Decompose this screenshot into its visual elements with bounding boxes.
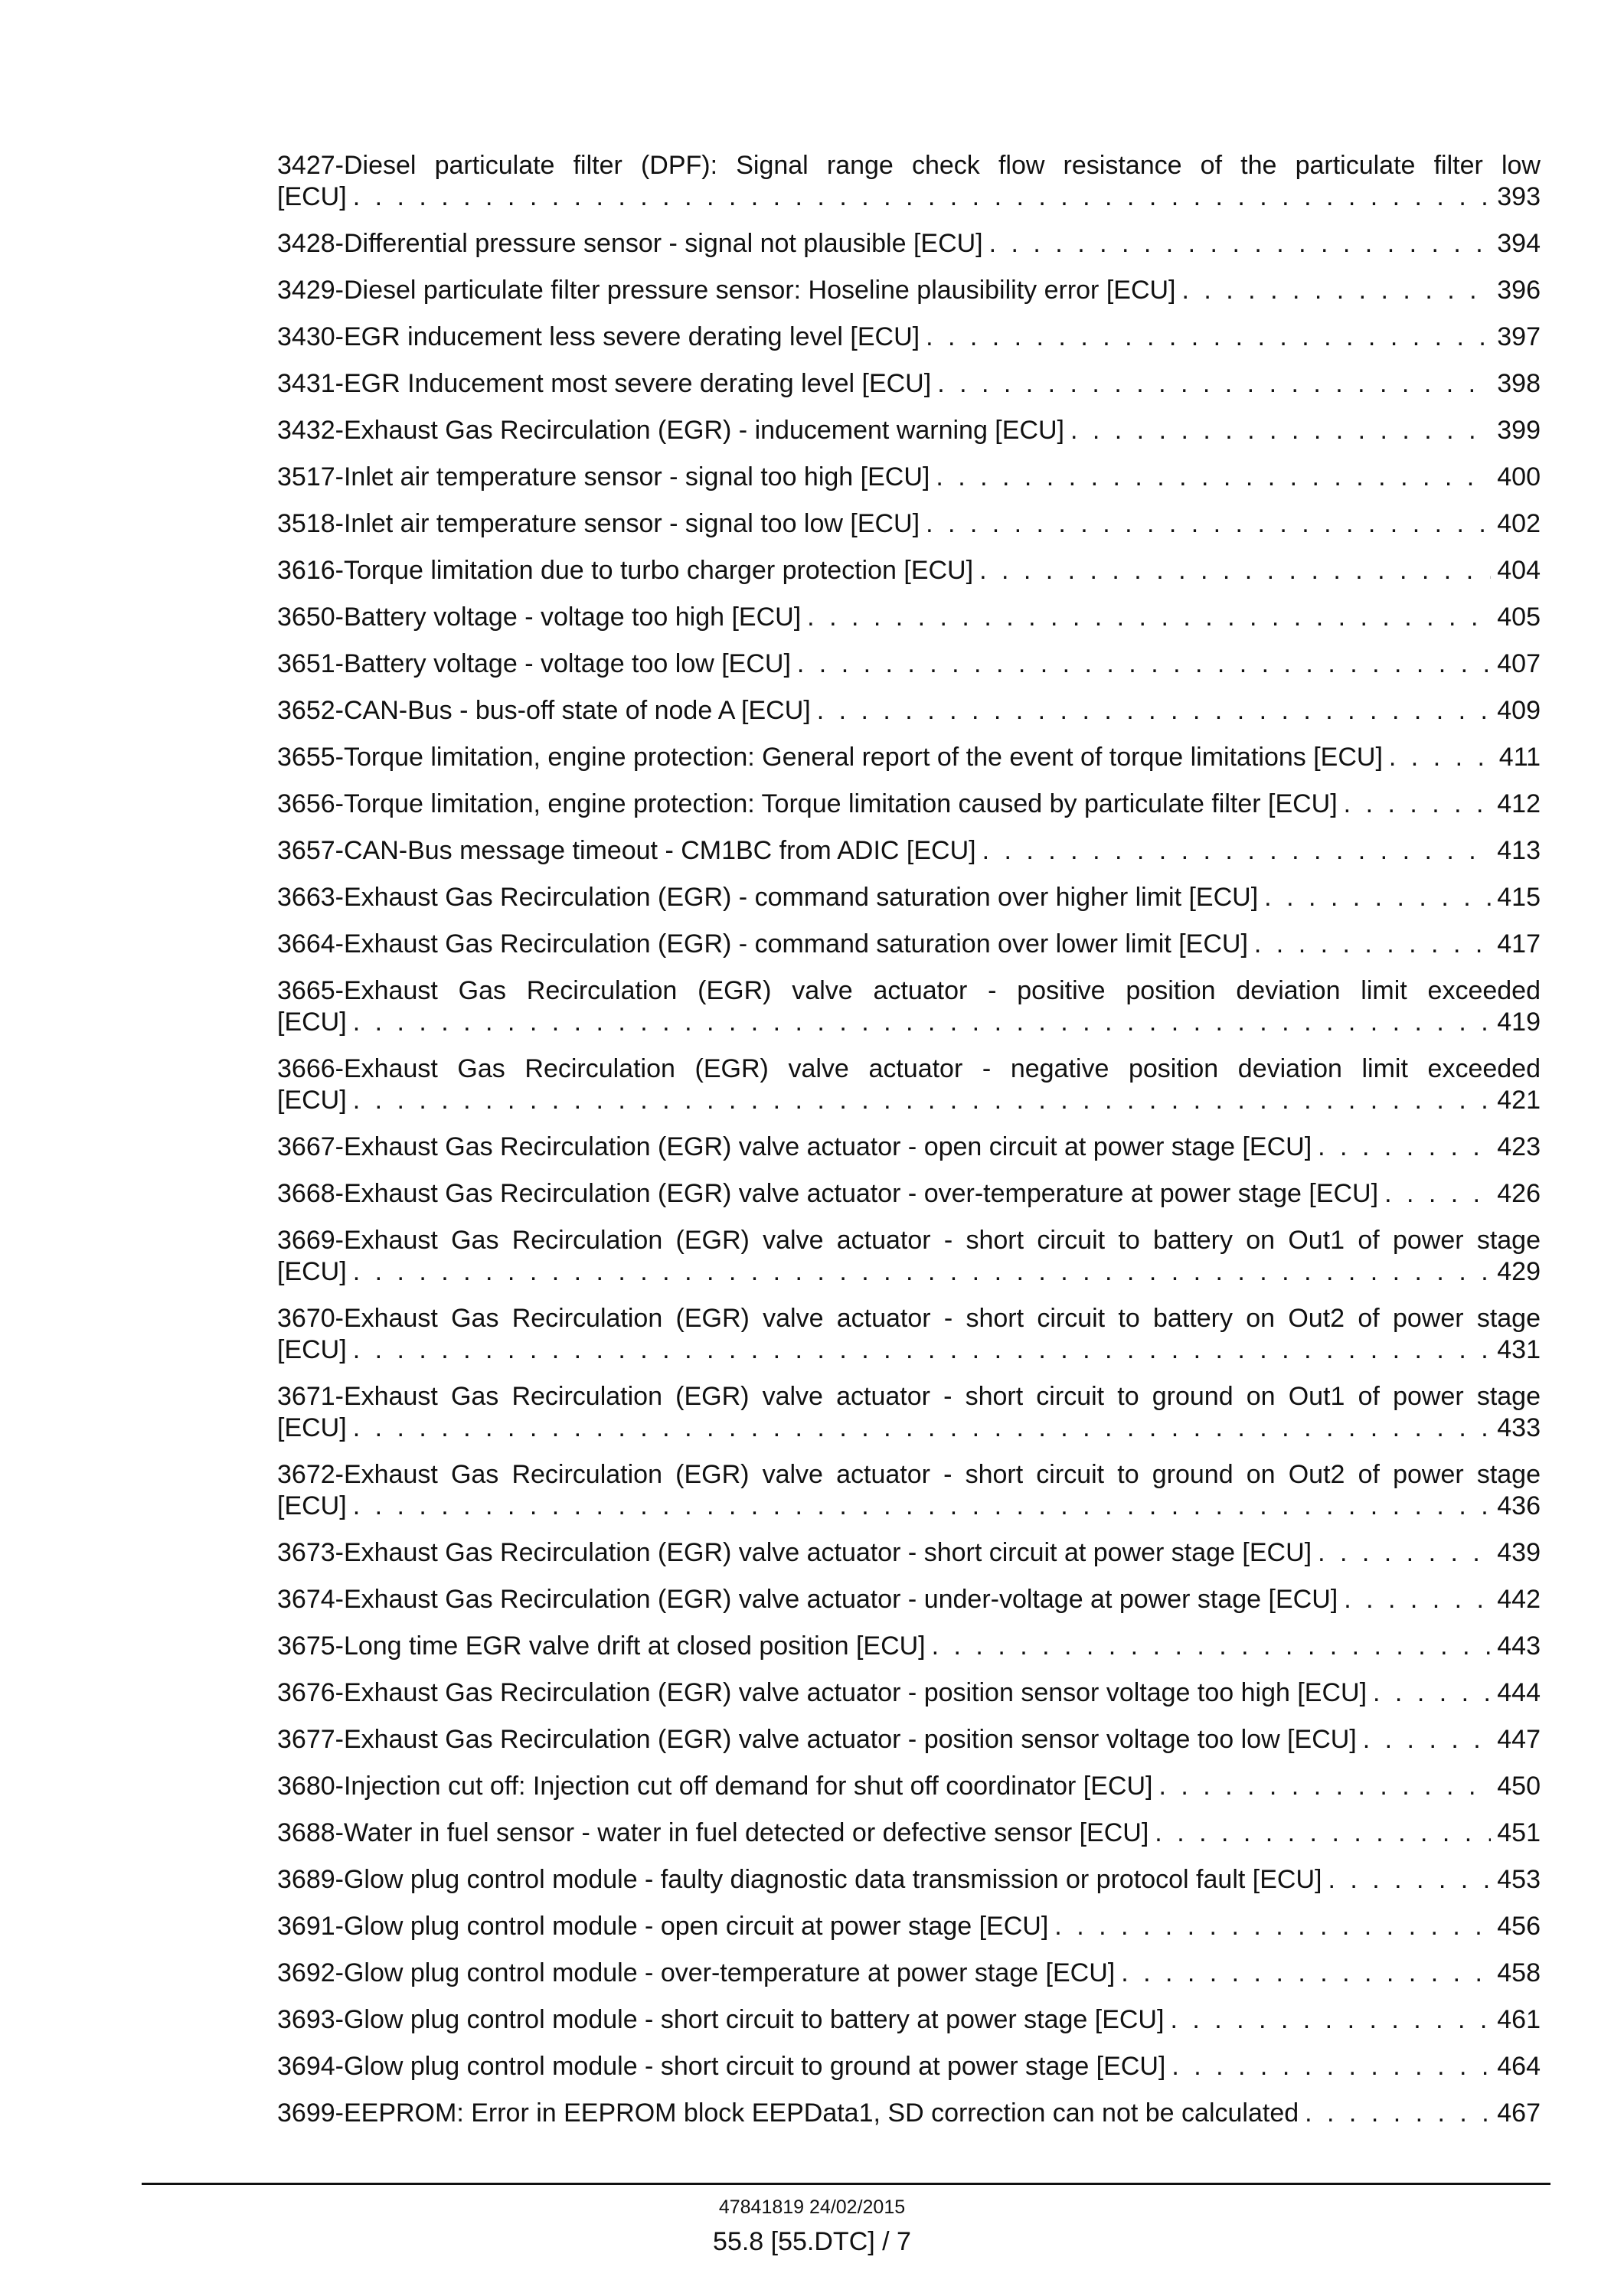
dot-leader bbox=[353, 1413, 1492, 1444]
toc-entry-page-number: 447 bbox=[1497, 1725, 1541, 1754]
toc-entry-title: 3691-Glow plug control module - open circuit at power stage [ECU] bbox=[277, 1912, 1049, 1941]
dot-leader bbox=[807, 602, 1491, 633]
toc-entry[interactable] bbox=[277, 415, 1541, 446]
dot-leader bbox=[989, 228, 1492, 260]
dot-leader bbox=[1344, 789, 1492, 820]
toc-entry-title: 3432-Exhaust Gas Recirculation (EGR) - inducement warning [ECU] bbox=[277, 416, 1064, 445]
dot-leader bbox=[797, 648, 1491, 680]
toc-entry[interactable] bbox=[277, 1537, 1541, 1569]
dot-leader bbox=[817, 695, 1492, 727]
toc-entry-title: 3693-Glow plug control module - short circuit to battery at power stage [ECU] bbox=[277, 2005, 1165, 2034]
toc-entry[interactable] bbox=[277, 1459, 1541, 1522]
toc-entry[interactable] bbox=[277, 742, 1541, 773]
toc-entry-title: 3656-Torque limitation, engine protection: Torque limitation caused by particulate filter [ECU] bbox=[277, 789, 1338, 818]
toc-entry-page-number: 417 bbox=[1497, 929, 1541, 959]
dot-leader bbox=[926, 508, 1491, 540]
dot-leader bbox=[1171, 2051, 1491, 2082]
dot-leader bbox=[353, 1334, 1492, 1366]
toc-entry-title: 3699-EEPROM: Error in EEPROM block EEPData1, SD correction can not be calculated bbox=[277, 2098, 1299, 2128]
dot-leader bbox=[979, 555, 1491, 586]
toc-entry[interactable] bbox=[277, 1771, 1541, 1802]
toc-entry[interactable] bbox=[277, 1724, 1541, 1755]
toc-entry[interactable] bbox=[277, 368, 1541, 400]
dot-leader bbox=[1054, 1911, 1491, 1942]
toc-entry-title: 3429-Diesel particulate filter pressure sensor: Hoseline plausibility error [ECU] bbox=[277, 276, 1176, 305]
toc-entry[interactable] bbox=[277, 1677, 1541, 1709]
dot-leader bbox=[1318, 1132, 1491, 1163]
dot-leader bbox=[353, 1491, 1492, 1522]
toc-entry-page-number: 433 bbox=[1497, 1413, 1541, 1442]
toc-entry-title: [ECU] bbox=[277, 1086, 347, 1115]
toc-entry[interactable] bbox=[277, 2051, 1541, 2082]
toc-entry-page-number: 423 bbox=[1497, 1132, 1541, 1161]
toc-entry-page-number: 451 bbox=[1497, 1818, 1541, 1847]
toc-entry[interactable] bbox=[277, 555, 1541, 586]
toc-entry[interactable] bbox=[277, 1225, 1541, 1288]
toc-entry-page-number: 405 bbox=[1497, 603, 1541, 632]
toc-entry-page-number: 458 bbox=[1497, 1958, 1541, 1987]
toc-entry-title: 3431-EGR Inducement most severe derating level [ECU] bbox=[277, 369, 932, 398]
toc-entry-title: 3688-Water in fuel sensor - water in fuel detected or defective sensor [ECU] bbox=[277, 1818, 1149, 1847]
toc-entry-title: [ECU] bbox=[277, 182, 347, 211]
toc-entry-page-number: 456 bbox=[1497, 1912, 1541, 1941]
toc-entry-page-number: 421 bbox=[1497, 1086, 1541, 1115]
toc-entry-title: 3430-EGR inducement less severe derating level [ECU] bbox=[277, 322, 920, 351]
toc-entry[interactable] bbox=[277, 602, 1541, 633]
toc-entry[interactable] bbox=[277, 648, 1541, 680]
toc-entry-title: 3689-Glow plug control module - faulty diagnostic data transmission or protocol fault [ECU] bbox=[277, 1865, 1322, 1894]
toc-entry-title: 3517-Inlet air temperature sensor - signal too high [ECU] bbox=[277, 462, 930, 492]
toc-entry-title: 3655-Torque limitation, engine protection: General report of the event of torque limitations [ECU] bbox=[277, 743, 1383, 772]
toc-entry[interactable] bbox=[277, 322, 1541, 353]
toc-entry-page-number: 461 bbox=[1497, 2005, 1541, 2034]
toc-entry[interactable] bbox=[277, 1631, 1541, 1662]
toc-entry-title-line: 3427-Diesel particulate filter (DPF): Signal range check flow resistance of the particulate filter low bbox=[277, 151, 1541, 180]
footer-divider bbox=[142, 2183, 1550, 2185]
toc-entry-page-number: 398 bbox=[1497, 369, 1541, 398]
dot-leader bbox=[1121, 1958, 1491, 1989]
toc-entry-title: [ECU] bbox=[277, 1335, 347, 1364]
toc-entry[interactable] bbox=[277, 929, 1541, 960]
toc-entry-title-line: 3669-Exhaust Gas Recirculation (EGR) valve actuator - short circuit to battery on Out1 of power stage bbox=[277, 1226, 1541, 1255]
toc-entry-title-line: 3670-Exhaust Gas Recirculation (EGR) valve actuator - short circuit to battery on Out2 of power stage bbox=[277, 1304, 1541, 1333]
toc-entry-page-number: 453 bbox=[1497, 1865, 1541, 1894]
toc-entry-page-number: 450 bbox=[1497, 1772, 1541, 1801]
toc-entry[interactable] bbox=[277, 695, 1541, 727]
toc-entry-title: [ECU] bbox=[277, 1491, 347, 1520]
dot-leader bbox=[1170, 2004, 1491, 2036]
dot-leader bbox=[353, 181, 1492, 213]
toc-entry-title: 3668-Exhaust Gas Recirculation (EGR) valve actuator - over-temperature at power stage [ECU] bbox=[277, 1179, 1379, 1208]
toc-entry[interactable] bbox=[277, 2098, 1541, 2129]
toc-entry-page-number: 431 bbox=[1497, 1335, 1541, 1364]
toc-entry-title: 3667-Exhaust Gas Recirculation (EGR) valve actuator - open circuit at power stage [ECU] bbox=[277, 1132, 1312, 1161]
toc-entry-title: 3692-Glow plug control module - over-temperature at power stage [ECU] bbox=[277, 1958, 1116, 1987]
toc-entry-page-number: 393 bbox=[1497, 182, 1541, 211]
toc-entry[interactable] bbox=[277, 1818, 1541, 1849]
dot-leader bbox=[926, 322, 1491, 353]
toc-entry-page-number: 415 bbox=[1497, 883, 1541, 912]
toc-entry-title: [ECU] bbox=[277, 1008, 347, 1037]
toc-entry[interactable] bbox=[277, 275, 1541, 306]
toc-entry-page-number: 467 bbox=[1497, 2098, 1541, 2128]
toc-entry-title: 3694-Glow plug control module - short circuit to ground at power stage [ECU] bbox=[277, 2052, 1166, 2081]
toc-entry[interactable] bbox=[277, 2004, 1541, 2036]
toc-entry-title-line: 3672-Exhaust Gas Recirculation (EGR) valve actuator - short circuit to ground on Out2 of power stage bbox=[277, 1460, 1541, 1489]
toc-entry[interactable] bbox=[277, 1958, 1541, 1989]
toc-entry-page-number: 399 bbox=[1497, 416, 1541, 445]
toc-entry[interactable] bbox=[277, 1132, 1541, 1163]
toc-entry-page-number: 443 bbox=[1497, 1631, 1541, 1661]
toc-entry[interactable] bbox=[277, 975, 1541, 1038]
toc-entry-page-number: 429 bbox=[1497, 1257, 1541, 1286]
toc-entry-title: 3616-Torque limitation due to turbo charger protection [ECU] bbox=[277, 556, 974, 585]
toc-entry[interactable] bbox=[277, 882, 1541, 913]
toc-entry-title: [ECU] bbox=[277, 1257, 347, 1286]
toc-entry[interactable] bbox=[277, 1864, 1541, 1896]
dot-leader bbox=[353, 1085, 1492, 1116]
toc-entry[interactable] bbox=[277, 228, 1541, 260]
toc-entry-page-number: 413 bbox=[1497, 836, 1541, 865]
toc-entry-page-number: 397 bbox=[1497, 322, 1541, 351]
toc-entry-title: 3518-Inlet air temperature sensor - signal too low [ECU] bbox=[277, 509, 920, 538]
toc-entry-page-number: 442 bbox=[1497, 1585, 1541, 1614]
toc-entry-page-number: 402 bbox=[1497, 509, 1541, 538]
toc-entry-title-line: 3665-Exhaust Gas Recirculation (EGR) valve actuator - positive position deviation limit exceeded bbox=[277, 976, 1541, 1005]
toc-entry-title: 3675-Long time EGR valve drift at closed position [ECU] bbox=[277, 1631, 926, 1661]
dot-leader bbox=[1344, 1584, 1491, 1615]
toc-entry-title-line: 3671-Exhaust Gas Recirculation (EGR) valve actuator - short circuit to ground on Out1 of power stage bbox=[277, 1382, 1541, 1411]
toc-entry-title: 3674-Exhaust Gas Recirculation (EGR) valve actuator - under-voltage at power stage [ECU] bbox=[277, 1585, 1338, 1614]
toc-entry-title: 3651-Battery voltage - voltage too low [ECU] bbox=[277, 649, 791, 678]
toc-entry-page-number: 439 bbox=[1497, 1538, 1541, 1567]
toc-entry-title: 3676-Exhaust Gas Recirculation (EGR) valve actuator - position sensor voltage too high [ECU] bbox=[277, 1678, 1367, 1707]
dot-leader bbox=[1182, 275, 1492, 306]
toc-entry-title: 3663-Exhaust Gas Recirculation (EGR) - command saturation over higher limit [ECU] bbox=[277, 883, 1259, 912]
dot-leader bbox=[1384, 1178, 1491, 1210]
dot-leader bbox=[982, 835, 1492, 867]
toc-entry-page-number: 409 bbox=[1497, 696, 1541, 725]
toc-entry[interactable] bbox=[277, 1584, 1541, 1615]
toc-entry-page-number: 464 bbox=[1497, 2052, 1541, 2081]
toc-entry[interactable] bbox=[277, 1911, 1541, 1942]
toc-entry-page-number: 436 bbox=[1497, 1491, 1541, 1520]
toc-entry[interactable] bbox=[277, 150, 1541, 213]
toc-entry-page-number: 412 bbox=[1497, 789, 1541, 818]
dot-leader bbox=[1363, 1724, 1492, 1755]
dot-leader bbox=[1264, 882, 1491, 913]
toc-entry-title: 3680-Injection cut off: Injection cut off demand for shut off coordinator [ECU] bbox=[277, 1772, 1153, 1801]
dot-leader bbox=[1318, 1537, 1491, 1569]
toc-entry[interactable] bbox=[277, 789, 1541, 820]
dot-leader bbox=[1389, 742, 1493, 773]
dot-leader bbox=[1158, 1771, 1491, 1802]
toc-entry-title-line: 3666-Exhaust Gas Recirculation (EGR) valve actuator - negative position deviation limit exceeded bbox=[277, 1054, 1541, 1083]
toc-entry[interactable] bbox=[277, 1303, 1541, 1366]
toc-entry-page-number: 411 bbox=[1498, 743, 1541, 772]
footer-document-code: 47841819 24/02/2015 bbox=[718, 2196, 906, 2218]
toc-entry-page-number: 419 bbox=[1497, 1008, 1541, 1037]
toc-entry[interactable] bbox=[277, 508, 1541, 540]
toc-entry-page-number: 404 bbox=[1497, 556, 1541, 585]
dot-leader bbox=[932, 1631, 1492, 1662]
toc-entry[interactable] bbox=[277, 1381, 1541, 1444]
dot-leader bbox=[1305, 2098, 1491, 2129]
toc-entry[interactable] bbox=[277, 462, 1541, 493]
dot-leader bbox=[353, 1256, 1492, 1288]
toc-entry-title: 3657-CAN-Bus message timeout - CM1BC from ADIC [ECU] bbox=[277, 836, 976, 865]
toc-entry-page-number: 444 bbox=[1497, 1678, 1541, 1707]
footer-page-reference: 55.8 [55.DTC] / 7 bbox=[713, 2227, 911, 2256]
toc-entry-page-number: 400 bbox=[1497, 462, 1541, 492]
dot-leader bbox=[1373, 1677, 1491, 1709]
dot-leader bbox=[1328, 1864, 1491, 1896]
toc-entry-title: 3664-Exhaust Gas Recirculation (EGR) - command saturation over lower limit [ECU] bbox=[277, 929, 1248, 959]
toc-entry-title: 3650-Battery voltage - voltage too high [ECU] bbox=[277, 603, 802, 632]
toc-entry[interactable] bbox=[277, 835, 1541, 867]
toc-entry[interactable] bbox=[277, 1178, 1541, 1210]
dot-leader bbox=[936, 462, 1491, 493]
toc-entry-title: 3652-CAN-Bus - bus-off state of node A [ECU] bbox=[277, 696, 811, 725]
toc-entry-title: 3677-Exhaust Gas Recirculation (EGR) valve actuator - position sensor voltage too low [ECU] bbox=[277, 1725, 1357, 1754]
dot-leader bbox=[353, 1007, 1492, 1038]
dot-leader bbox=[1070, 415, 1491, 446]
dot-leader bbox=[1155, 1818, 1491, 1849]
toc-entry-page-number: 394 bbox=[1497, 229, 1541, 258]
dot-leader bbox=[937, 368, 1491, 400]
toc-entry-title: 3428-Differential pressure sensor - signal not plausible [ECU] bbox=[277, 229, 983, 258]
toc-entry-title: [ECU] bbox=[277, 1413, 347, 1442]
toc-entry-page-number: 426 bbox=[1497, 1179, 1541, 1208]
toc-entry-page-number: 407 bbox=[1497, 649, 1541, 678]
dot-leader bbox=[1254, 929, 1491, 960]
toc-entry[interactable] bbox=[277, 1053, 1541, 1116]
toc-entry-page-number: 396 bbox=[1497, 276, 1541, 305]
toc-entry-title: 3673-Exhaust Gas Recirculation (EGR) valve actuator - short circuit at power stage [ECU] bbox=[277, 1538, 1312, 1567]
table-of-contents bbox=[277, 150, 1541, 2144]
